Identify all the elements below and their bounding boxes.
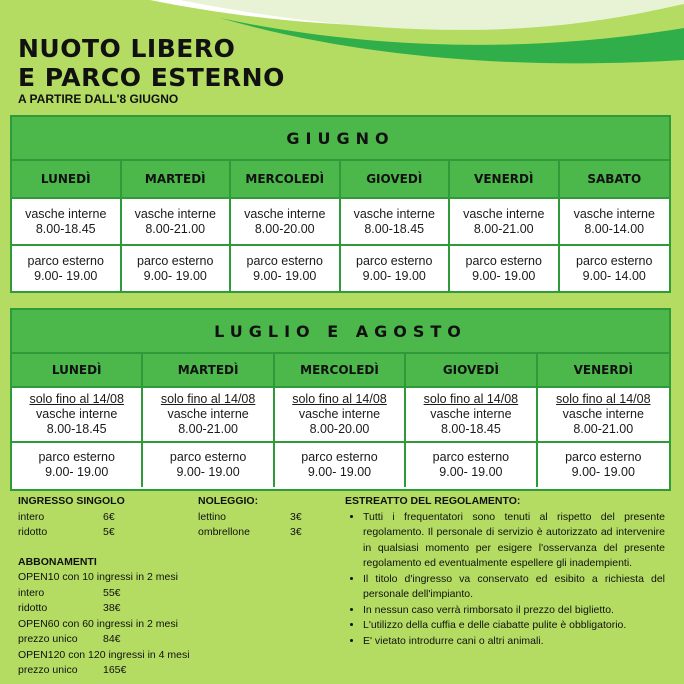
parco-cell [560, 246, 670, 291]
price-label: ridotto [18, 526, 48, 538]
parco-hours: 9.00- 19.00 [472, 268, 536, 283]
price-label: intero [18, 510, 45, 523]
parco-hours: 9.00- 19.00 [176, 465, 240, 479]
vasche-label: vasche interne [298, 407, 381, 421]
price-value: 38€ [103, 602, 121, 614]
list-item: • In nessun caso verrà rimborsato il prezzo del biglietto. [363, 603, 665, 619]
price-row [198, 510, 318, 526]
price-value: 55€ [103, 586, 121, 599]
parco-label: parco esterno [565, 450, 642, 464]
noleggio-title: NOLEGGIO: [198, 495, 259, 507]
price-row [18, 510, 198, 526]
list-item: • E' vietato introdurre cani o altri animali. [363, 634, 665, 650]
vasche-label: vasche interne [463, 206, 545, 221]
vasche-hours: 8.00-21.00 [473, 221, 534, 236]
parco-label: parco esterno [169, 450, 247, 464]
day-header: LUNEDÌ [12, 161, 122, 199]
parco-cell [275, 443, 406, 487]
vasche-label: vasche interne [36, 407, 118, 421]
open120-desc: OPEN120 con 120 ingressi in 4 mesi [18, 648, 190, 661]
vasche-label: vasche interne [573, 206, 655, 221]
vasche-label: vasche interne [25, 206, 107, 221]
vasche-cell [231, 199, 341, 246]
abbonamenti-title: ABBONAMENTI [18, 555, 97, 568]
price-label: intero [18, 586, 45, 599]
luglio-agosto-schedule-table [10, 308, 671, 491]
price-row [18, 525, 198, 541]
list-item: • Il titolo d'ingresso va conservato ed esibito a richiesta del personale dell'impianto. [363, 572, 665, 603]
prices-section [18, 494, 198, 679]
parco-cell [122, 246, 232, 291]
vasche-hours: 8.00-18.45 [364, 221, 425, 236]
open60-desc: OPEN60 con 60 ingressi in 2 mesi [18, 617, 178, 630]
title-line-2: E PARCO ESTERNO [18, 63, 285, 92]
price-value: 3€ [290, 526, 302, 538]
date-note: solo fino al 14/08 [29, 392, 124, 406]
open10-desc: OPEN10 con 10 ingressi in 2 mesi [18, 571, 178, 583]
date-note: solo fino al 14/08 [556, 392, 651, 406]
price-label: prezzo unico [18, 664, 78, 676]
parco-hours: 9.00- 19.00 [439, 465, 503, 479]
parco-cell [450, 246, 560, 291]
price-row [18, 632, 198, 648]
parco-hours: 9.00- 19.00 [362, 268, 426, 283]
day-header: MARTEDÌ [122, 161, 232, 199]
ingresso-title: INGRESSO SINGOLO [18, 495, 125, 507]
parco-label: parco esterno [576, 253, 653, 268]
vasche-hours: 8.00-14.00 [584, 221, 645, 236]
vasche-hours: 8.00-18.45 [46, 422, 107, 436]
vasche-cell [12, 388, 143, 443]
vasche-cell [143, 388, 274, 443]
day-header: GIOVEDÌ [341, 161, 451, 199]
day-header: MERCOLEDÌ [275, 354, 406, 388]
price-value: 165€ [103, 664, 127, 676]
vasche-cell [560, 199, 670, 246]
vasche-cell [450, 199, 560, 246]
vasche-label: vasche interne [353, 206, 435, 221]
parco-cell [231, 246, 341, 291]
title-line-1: NUOTO LIBERO [18, 34, 236, 63]
parco-cell [406, 443, 537, 487]
vasche-label: vasche interne [562, 407, 644, 421]
parco-label: parco esterno [465, 253, 542, 268]
parco-label: parco esterno [137, 253, 214, 268]
vasche-cell [12, 199, 122, 246]
parco-cell [12, 443, 143, 487]
date-note: solo fino al 14/08 [160, 392, 256, 406]
parco-cell [341, 246, 451, 291]
parco-hours: 9.00- 19.00 [45, 465, 109, 479]
vasche-label: vasche interne [167, 407, 249, 421]
luglio-agosto-grid [12, 352, 669, 487]
parco-cell [12, 246, 122, 291]
regolamento-list [345, 510, 665, 650]
day-header: SABATO [560, 161, 670, 199]
parco-label: parco esterno [246, 253, 323, 268]
vasche-hours: 8.00-20.00 [254, 221, 315, 236]
price-label: lettino [198, 510, 227, 523]
price-row [198, 525, 318, 541]
page-title [18, 34, 285, 92]
regolamento-section [345, 494, 665, 649]
day-header: MARTEDÌ [143, 354, 274, 388]
vasche-hours: 8.00-21.00 [573, 422, 634, 436]
day-header: GIOVEDÌ [406, 354, 537, 388]
parco-label: parco esterno [27, 253, 104, 268]
price-value: 6€ [103, 510, 115, 523]
vasche-cell [275, 388, 406, 443]
day-header: VENERDÌ [450, 161, 560, 199]
date-note: solo fino al 14/08 [423, 392, 519, 406]
vasche-cell [122, 199, 232, 246]
vasche-hours: 8.00-21.00 [178, 422, 238, 436]
parco-hours: 9.00- 19.00 [571, 465, 635, 479]
regolamento-title: ESTREATTO DEL REGOLAMENTO: [345, 495, 521, 507]
vasche-hours: 8.00-18.45 [35, 221, 96, 236]
noleggio-section [198, 494, 318, 541]
vasche-cell [538, 388, 669, 443]
vasche-hours: 8.00-18.45 [441, 422, 501, 436]
giugno-title: GIUGNO [12, 117, 669, 159]
price-label: ridotto [18, 602, 48, 614]
parco-hours: 9.00- 19.00 [143, 268, 207, 283]
vasche-label: vasche interne [244, 206, 326, 221]
giugno-grid [12, 159, 669, 291]
price-value: 5€ [103, 526, 115, 538]
parco-hours: 9.00- 14.00 [582, 268, 646, 283]
luglio-agosto-title: LUGLIO E AGOSTO [12, 310, 669, 352]
price-label: ombrellone [198, 526, 250, 538]
parco-hours: 9.00- 19.00 [307, 465, 372, 479]
parco-label: parco esterno [301, 450, 378, 464]
page-subtitle: A PARTIRE DALL'8 GIUGNO [18, 92, 179, 106]
parco-cell [143, 443, 274, 487]
day-header: VENERDÌ [538, 354, 669, 388]
parco-hours: 9.00- 19.00 [253, 268, 317, 283]
list-item: • Tutti i frequentatori sono tenuti al rispetto del presente regolamento. Il personale di servizio è autorizzato ad intervenire in qualsiasi momento per esigere l'osservanza del presente regolamento ed eventualmente espellere gli inadempienti. [363, 510, 665, 572]
price-row [18, 586, 198, 602]
price-row [18, 601, 198, 617]
price-value: 3€ [290, 510, 302, 523]
vasche-label: vasche interne [134, 206, 216, 221]
parco-cell [538, 443, 669, 487]
vasche-hours: 8.00-20.00 [309, 422, 370, 436]
vasche-cell [406, 388, 537, 443]
vasche-hours: 8.00-21.00 [145, 221, 206, 236]
date-note: solo fino al 14/08 [292, 392, 387, 406]
day-header: LUNEDÌ [12, 354, 143, 388]
parco-label: parco esterno [432, 450, 510, 464]
price-label: prezzo unico [18, 633, 78, 645]
price-row [18, 663, 198, 679]
parco-hours: 9.00- 19.00 [34, 268, 98, 283]
vasche-cell [341, 199, 451, 246]
price-value: 84€ [103, 633, 121, 645]
giugno-schedule-table [10, 115, 671, 293]
vasche-label: vasche interne [430, 407, 512, 421]
day-header: MERCOLEDÌ [231, 161, 341, 199]
list-item: • L'utilizzo della cuffia e delle ciabatte pulite è obbligatorio. [363, 618, 665, 634]
parco-label: parco esterno [38, 450, 115, 464]
parco-label: parco esterno [356, 253, 433, 268]
